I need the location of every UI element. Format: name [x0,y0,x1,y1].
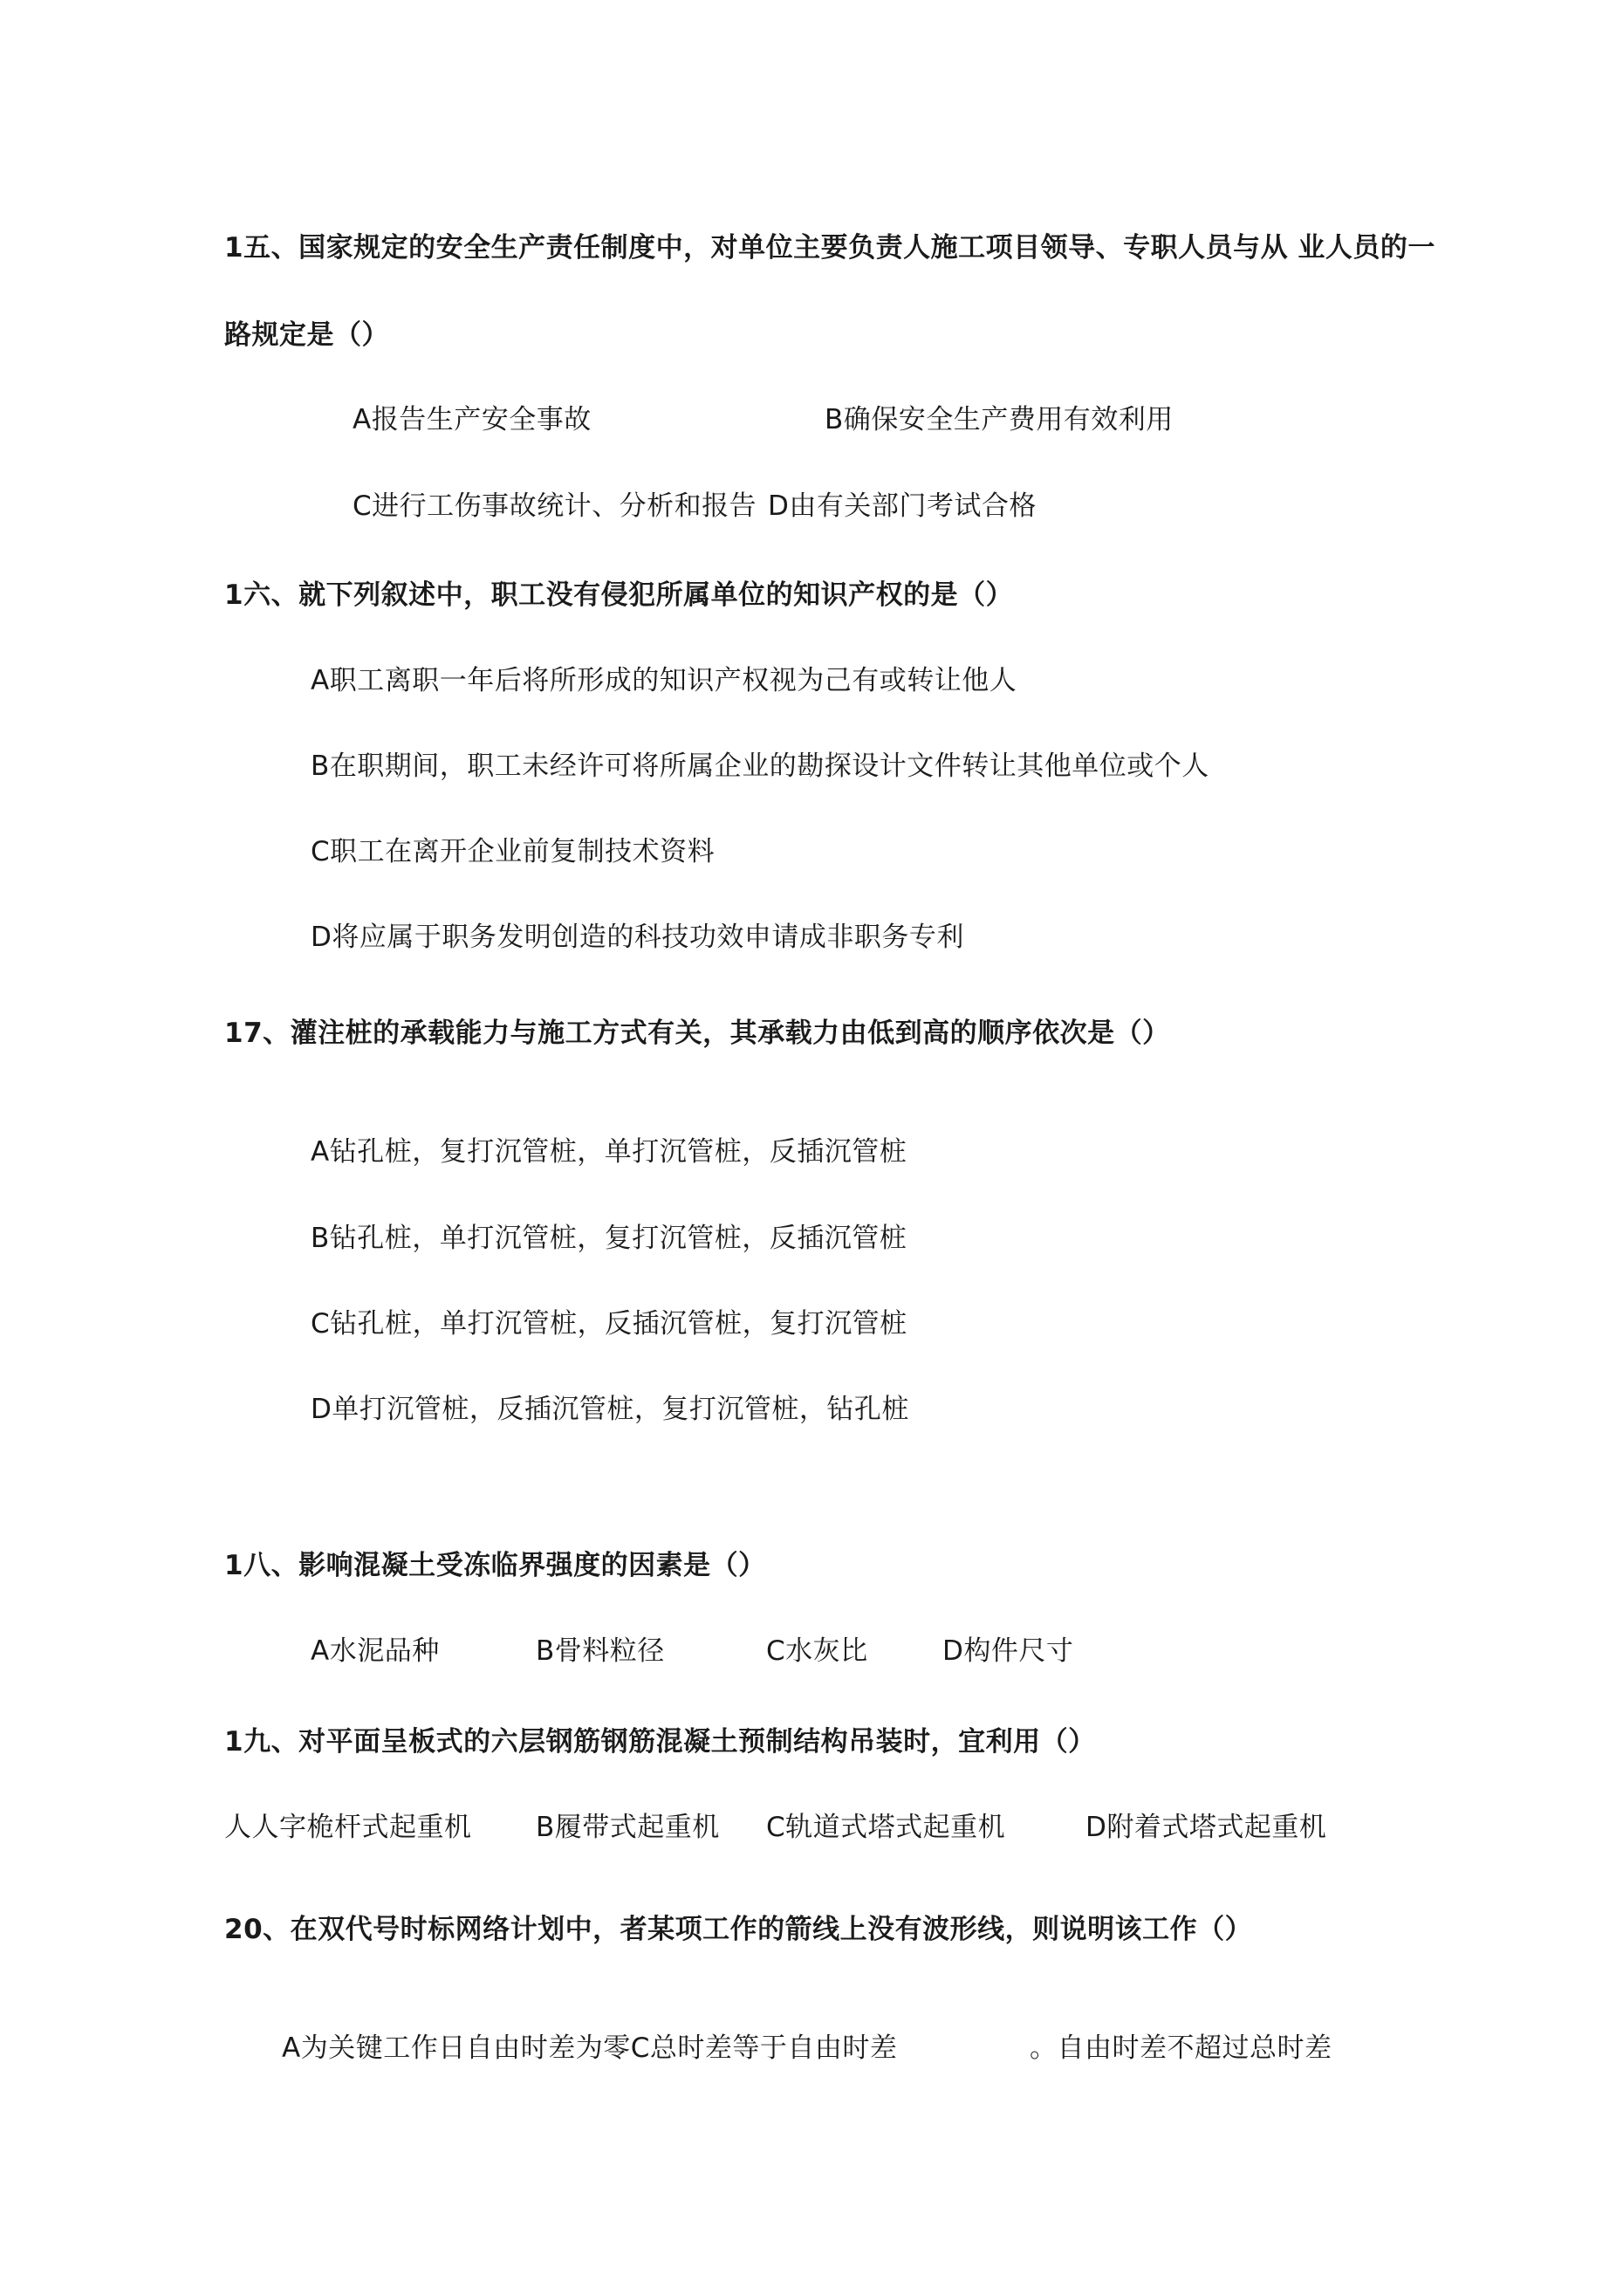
question-19-option-a: 人人字桅杆式起重机 [224,1812,472,1843]
question-16-option-d: D将应属于职务发明创造的科技功效申请成非职务专利 [311,922,964,953]
question-15-option-c: C进行工伤事故统计、分析和报告 [353,490,757,522]
question-15-option-a: A报告生产安全事故 [353,404,592,435]
question-17-option-b: B钻孔桩，单打沉管桩，复打沉管桩，反插沉管桩 [311,1223,907,1254]
question-16-option-a: A职工离职一年后将所形成的知识产权视为己有或转让他人 [311,665,1017,696]
question-15-option-d: D由有关部门考试合格 [768,490,1037,522]
question-20-title: 20、在双代号时标网络计划中，者某项工作的箭线上没有波形线，则说明该工作（） [224,1914,1253,1945]
question-19-title: 1九、对平面呈板式的六层钢筋钢筋混凝土预制结构吊装时，宜利用（） [224,1726,1096,1758]
question-17-title: 17、灌注桩的承载能力与施工方式有关，其承载力由低到高的顺序依次是（） [224,1018,1170,1049]
question-20-options-a-c: A为关键工作日自由时差为零C总时差等于自由时差 [282,2032,898,2064]
question-20-option-d: 。自由时差不超过总时差 [1030,2032,1332,2064]
question-16-option-b: B在职期间，职工未经许可将所属企业的勘探设计文件转让其他单位或个人 [311,750,1209,782]
question-17-option-d: D单打沉管桩，反插沉管桩，复打沉管桩，钻孔桩 [311,1394,909,1425]
question-18-title: 1八、影响混凝土受冻临界强度的因素是（） [224,1550,766,1581]
question-19-option-d: D附着式塔式起重机 [1085,1812,1327,1843]
question-17-option-c: C钻孔桩，单打沉管桩，反插沉管桩，复打沉管桩 [311,1308,907,1340]
question-15-line-1: 1五、国家规定的安全生产责任制度中，对单位主要负责人施工项目领导、专职人员与从 业人员的一 [224,232,1435,264]
question-18-option-a: A水泥品种 [311,1635,440,1667]
question-18-option-c: C水灰比 [766,1635,868,1667]
question-18-option-d: D构件尺寸 [942,1635,1074,1667]
question-16-option-c: C职工在离开企业前复制技术资料 [311,836,716,867]
question-16-title: 1六、就下列叙述中，职工没有侵犯所属单位的知识产权的是（） [224,579,1014,611]
question-19-option-c: C轨道式塔式起重机 [766,1812,1006,1843]
question-15-line-2: 路规定是（） [224,319,389,351]
question-15-option-b: B确保安全生产费用有效利用 [825,404,1174,435]
question-19-option-b: B履带式起重机 [536,1812,720,1843]
question-17-option-a: A钻孔桩，复打沉管桩，单打沉管桩，反插沉管桩 [311,1136,907,1168]
question-18-option-b: B骨料粒径 [536,1635,665,1667]
